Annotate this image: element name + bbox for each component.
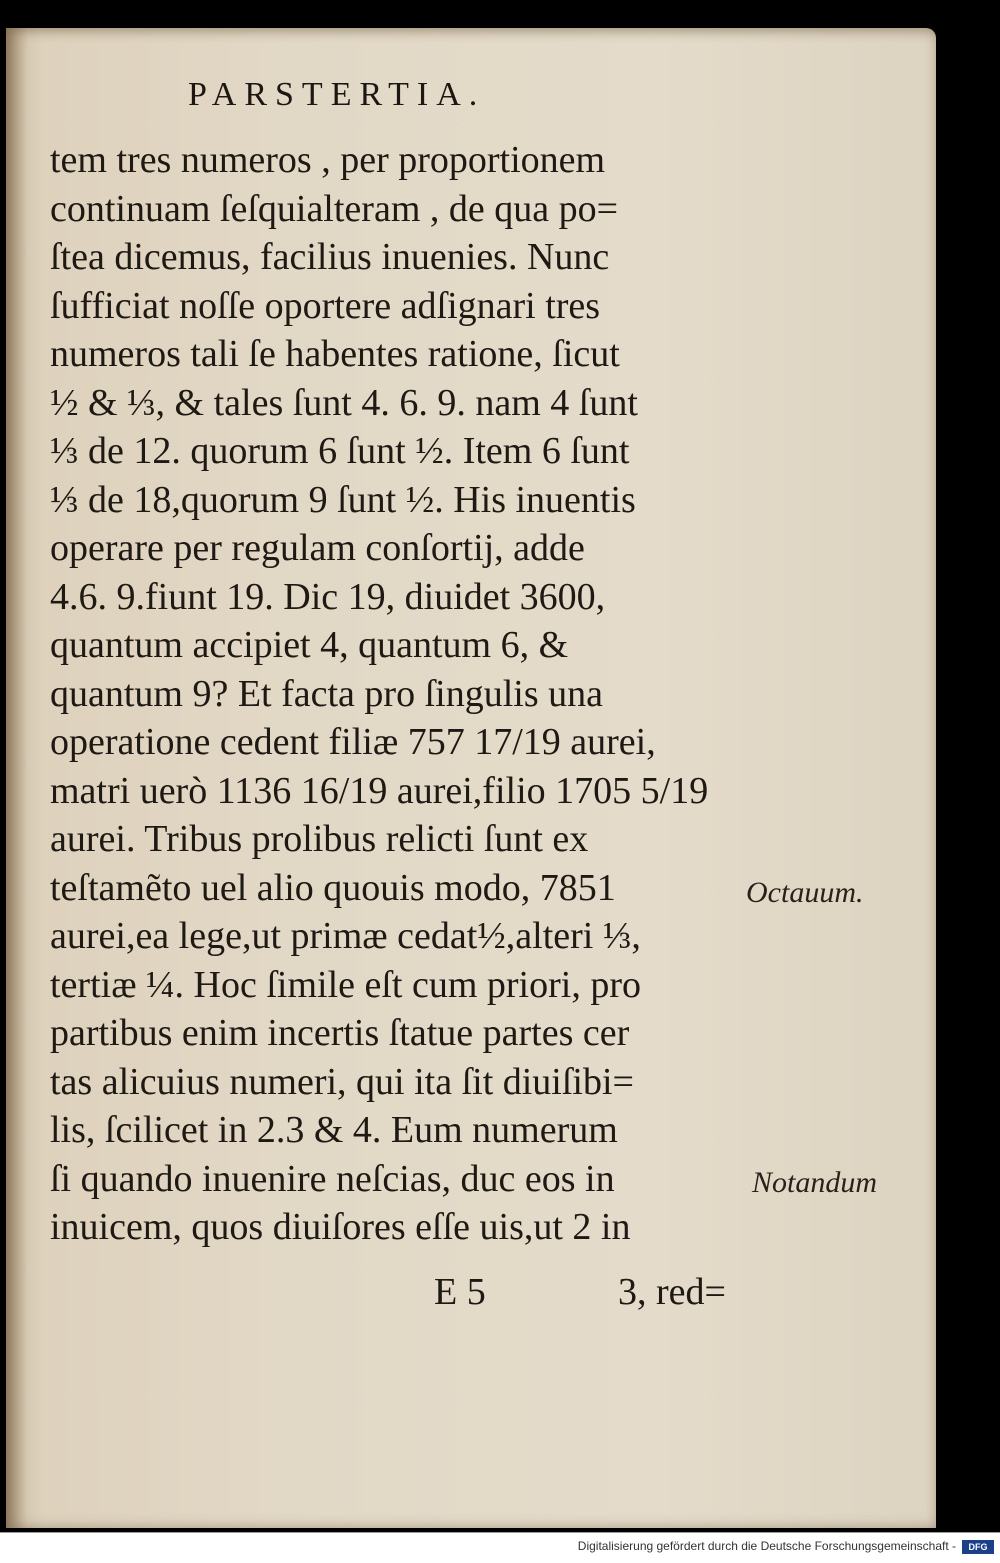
- text-line: 4.6. 9.fiunt 19. Dic 19, diuidet 3600,: [50, 575, 606, 618]
- text-line: inuicem, quos diuiſores eſſe uis,ut 2 in: [50, 1206, 631, 1248]
- book-page: [6, 28, 936, 1528]
- marginal-note-octauum: Octauum.: [746, 876, 864, 909]
- text-line: ⅓ de 18,quorum 9 ſunt ½. His inuentis: [50, 478, 636, 521]
- text-line: numeros tali ſe habentes ratione, ſicut: [50, 333, 620, 375]
- text-line: ſi quando inuenire neſcias, duc eos in: [50, 1157, 615, 1200]
- text-line: aurei,ea lege,ut primæ cedat½,alteri ⅓,: [50, 915, 641, 957]
- text-line: tertiæ ¼. Hoc ſimile eſt cum priori, pro: [50, 963, 641, 1006]
- text-line: ½ & ⅓, & tales ſunt 4. 6. 9. nam 4 ſunt: [50, 381, 638, 424]
- text-line: ſufficiat noſſe oportere adſignari tres: [50, 284, 601, 327]
- footer-credit: Digitalisierung gefördert durch die Deutsche Forschungsgemeinschaft -: [577, 1539, 956, 1553]
- footer-bar: [0, 1532, 1000, 1563]
- text-line: aurei. Tribus prolibus relicti ſunt ex: [50, 818, 589, 860]
- text-line: ⅓ de 12. quorum 6 ſunt ½. Item 6 ſunt: [50, 430, 630, 472]
- text-line: partibus enim incertis ſtatue partes cer: [50, 1012, 630, 1054]
- running-head: PARSTERTIA.: [188, 76, 486, 113]
- text-line: teſtamẽto uel alio quouis modo, 7851: [50, 866, 616, 909]
- text-line: operatione cedent filiæ 757 17/19 aurei,: [50, 721, 656, 763]
- text-line: lis, ſcilicet in 2.3 & 4. Eum numerum: [50, 1109, 618, 1151]
- text-line: tem tres numeros , per proportionem: [50, 139, 606, 181]
- text-line: operare per regulam conſortij, adde: [50, 527, 585, 569]
- text-line: tas alicuius numeri, qui ita ſit diuiſibi=: [50, 1060, 634, 1103]
- text-line: quantum 9? Et facta pro ſingulis una: [50, 672, 603, 715]
- signature-mark: E 5: [434, 1271, 486, 1313]
- text-line: matri uerò 1136 16/19 aurei,filio 1705 5/19: [50, 769, 709, 812]
- marginal-note-notandum: Notandum: [752, 1166, 878, 1199]
- text-line: ſtea dicemus, facilius inuenies. Nunc: [50, 236, 610, 278]
- catchword: 3, red=: [618, 1271, 726, 1313]
- dfg-logo: DFG: [962, 1540, 994, 1554]
- body-text: [50, 136, 730, 1252]
- text-line: continuam ſeſquialteram , de qua po=: [50, 187, 619, 230]
- text-line: quantum accipiet 4, quantum 6, &: [50, 624, 569, 666]
